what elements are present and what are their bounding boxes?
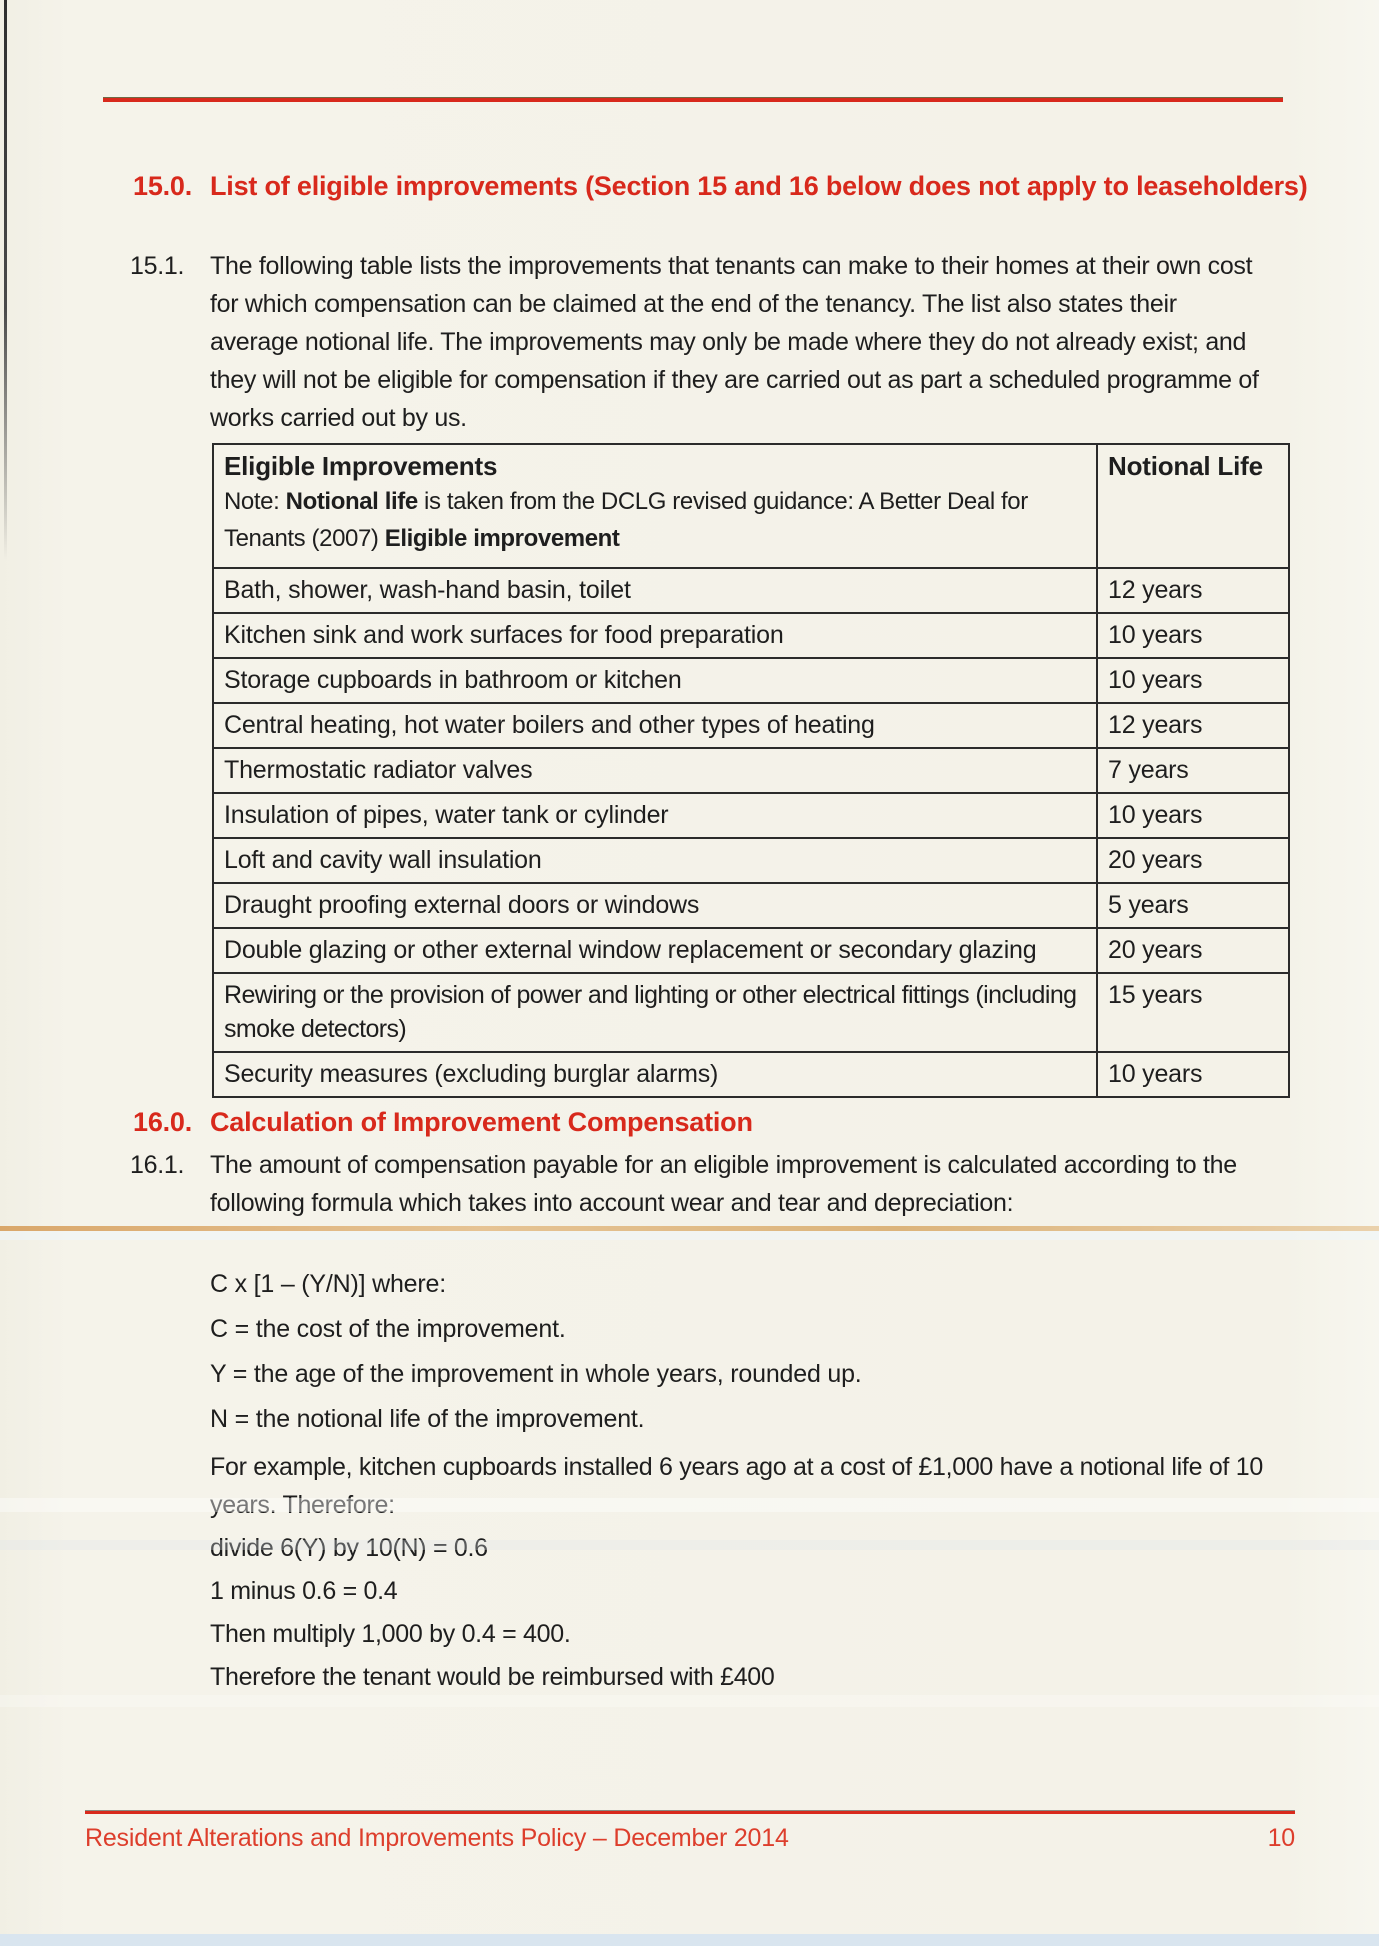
life-cell: 20 years bbox=[1097, 838, 1289, 883]
paragraph-16-1 bbox=[130, 1146, 1265, 1222]
note-bold-eligible-improvement: Eligible improvement bbox=[384, 525, 620, 552]
improvement-cell: Insulation of pipes, water tank or cylinder bbox=[213, 793, 1097, 838]
life-cell: 10 years bbox=[1097, 793, 1289, 838]
eligible-improvements-table bbox=[212, 443, 1290, 1098]
paragraph-16-1-number: 16.1. bbox=[130, 1151, 185, 1179]
col1-header-note bbox=[224, 483, 1084, 557]
worked-example bbox=[210, 1448, 1265, 1696]
scan-edge-line bbox=[4, 0, 7, 560]
improvement-cell: Bath, shower, wash-hand basin, toilet bbox=[213, 568, 1097, 613]
scan-bottom-edge bbox=[0, 1934, 1379, 1946]
improvement-cell: Rewiring or the provision of power and lighting or other electrical fittings (including smoke detectors) bbox=[213, 973, 1097, 1052]
table-row bbox=[213, 1052, 1289, 1097]
table-body bbox=[213, 568, 1289, 1097]
paragraph-15-1-number: 15.1. bbox=[130, 252, 185, 280]
improvement-cell: Loft and cavity wall insulation bbox=[213, 838, 1097, 883]
life-cell: 12 years bbox=[1097, 568, 1289, 613]
table-row bbox=[213, 568, 1289, 613]
life-cell: 10 years bbox=[1097, 658, 1289, 703]
life-cell: 20 years bbox=[1097, 928, 1289, 973]
example-intro: For example, kitchen cupboards installed 6 years ago at a cost of £1,000 have a notional life of 10 years. Therefore: bbox=[210, 1453, 1263, 1519]
life-cell: 7 years bbox=[1097, 748, 1289, 793]
header-cell-eligible-improvements bbox=[213, 444, 1097, 568]
example-step-subtract: 1 minus 0.6 = 0.4 bbox=[210, 1577, 398, 1605]
life-cell: 15 years bbox=[1097, 973, 1289, 1052]
table-row bbox=[213, 793, 1289, 838]
header-cell-notional-life bbox=[1097, 444, 1289, 568]
table-row bbox=[213, 883, 1289, 928]
table-header-row bbox=[213, 444, 1289, 568]
formula-definition-n: N = the notional life of the improvement. bbox=[210, 1405, 645, 1433]
section-15-title: List of eligible improvements (Section 15 and 16 below does not apply to leaseholders) bbox=[210, 171, 1308, 201]
improvement-cell: Central heating, hot water boilers and other types of heating bbox=[213, 703, 1097, 748]
section-16-title: Calculation of Improvement Compensation bbox=[210, 1107, 753, 1137]
page-footer bbox=[85, 1824, 1295, 1853]
section-15-heading bbox=[133, 168, 1323, 205]
improvement-cell: Draught proofing external doors or windows bbox=[213, 883, 1097, 928]
col2-header-title: Notional Life bbox=[1108, 451, 1263, 481]
example-conclusion: Therefore the tenant would be reimbursed with £400 bbox=[210, 1663, 775, 1691]
table-row bbox=[213, 703, 1289, 748]
improvement-cell: Storage cupboards in bathroom or kitchen bbox=[213, 658, 1097, 703]
paragraph-15-1 bbox=[130, 247, 1265, 437]
improvement-cell: Double glazing or other external window replacement or secondary glazing bbox=[213, 928, 1097, 973]
note-prefix: Note: bbox=[224, 488, 286, 515]
example-step-divide: divide 6(Y) by 10(N) = 0.6 bbox=[210, 1534, 488, 1562]
life-cell: 5 years bbox=[1097, 883, 1289, 928]
improvement-cell: Security measures (excluding burglar alarms) bbox=[213, 1052, 1097, 1097]
scan-artifact-band bbox=[0, 1695, 1379, 1707]
scan-artifact-band bbox=[0, 1498, 1379, 1512]
table-row bbox=[213, 748, 1289, 793]
paragraph-16-1-text: The amount of compensation payable for an eligible improvement is calculated according to the following formula which takes into account wear and tear and depreciation: bbox=[210, 1151, 1237, 1217]
table-row bbox=[213, 928, 1289, 973]
footer-document-title: Resident Alterations and Improvements Policy – December 2014 bbox=[85, 1824, 789, 1852]
section-16-heading bbox=[133, 1104, 1323, 1141]
formula-expression: C x [1 – (Y/N)] where: bbox=[210, 1270, 446, 1298]
table-row bbox=[213, 838, 1289, 883]
formula-definition-c: C = the cost of the improvement. bbox=[210, 1315, 566, 1343]
improvement-cell: Thermostatic radiator valves bbox=[213, 748, 1097, 793]
improvement-cell: Kitchen sink and work surfaces for food preparation bbox=[213, 613, 1097, 658]
scan-artifact-band bbox=[0, 1540, 1379, 1550]
paragraph-15-1-text: The following table lists the improvements that tenants can make to their homes at their own cost for which compensation can be claimed at the end of the tenancy. The list also states their average notional life. The improvements may only be made where they do not already exist; and they will not be eligible for compensation if they are carried out as part a scheduled programme of works carried out by us. bbox=[210, 252, 1259, 432]
scan-fold-glare bbox=[0, 1231, 1379, 1240]
life-cell: 10 years bbox=[1097, 1052, 1289, 1097]
page-number: 10 bbox=[1267, 1824, 1295, 1852]
section-15-number: 15.0. bbox=[133, 171, 193, 201]
footer-divider-rule bbox=[85, 1810, 1295, 1814]
table-row bbox=[213, 973, 1289, 1052]
note-middle: is taken from the DCLG revised guidance: A Better Deal for Tenants (2007) bbox=[224, 488, 1028, 552]
table-row bbox=[213, 613, 1289, 658]
table-row bbox=[213, 658, 1289, 703]
col1-header-title: Eligible Improvements bbox=[224, 451, 498, 481]
table-header bbox=[213, 444, 1289, 568]
note-bold-notional-life: Notional life bbox=[285, 488, 418, 515]
life-cell: 10 years bbox=[1097, 613, 1289, 658]
top-divider-rule bbox=[103, 97, 1283, 102]
life-cell: 12 years bbox=[1097, 703, 1289, 748]
compensation-formula bbox=[210, 1266, 1310, 1446]
section-16-number: 16.0. bbox=[133, 1107, 193, 1137]
example-step-multiply: Then multiply 1,000 by 0.4 = 400. bbox=[210, 1620, 571, 1648]
formula-definition-y: Y = the age of the improvement in whole years, rounded up. bbox=[210, 1360, 862, 1388]
